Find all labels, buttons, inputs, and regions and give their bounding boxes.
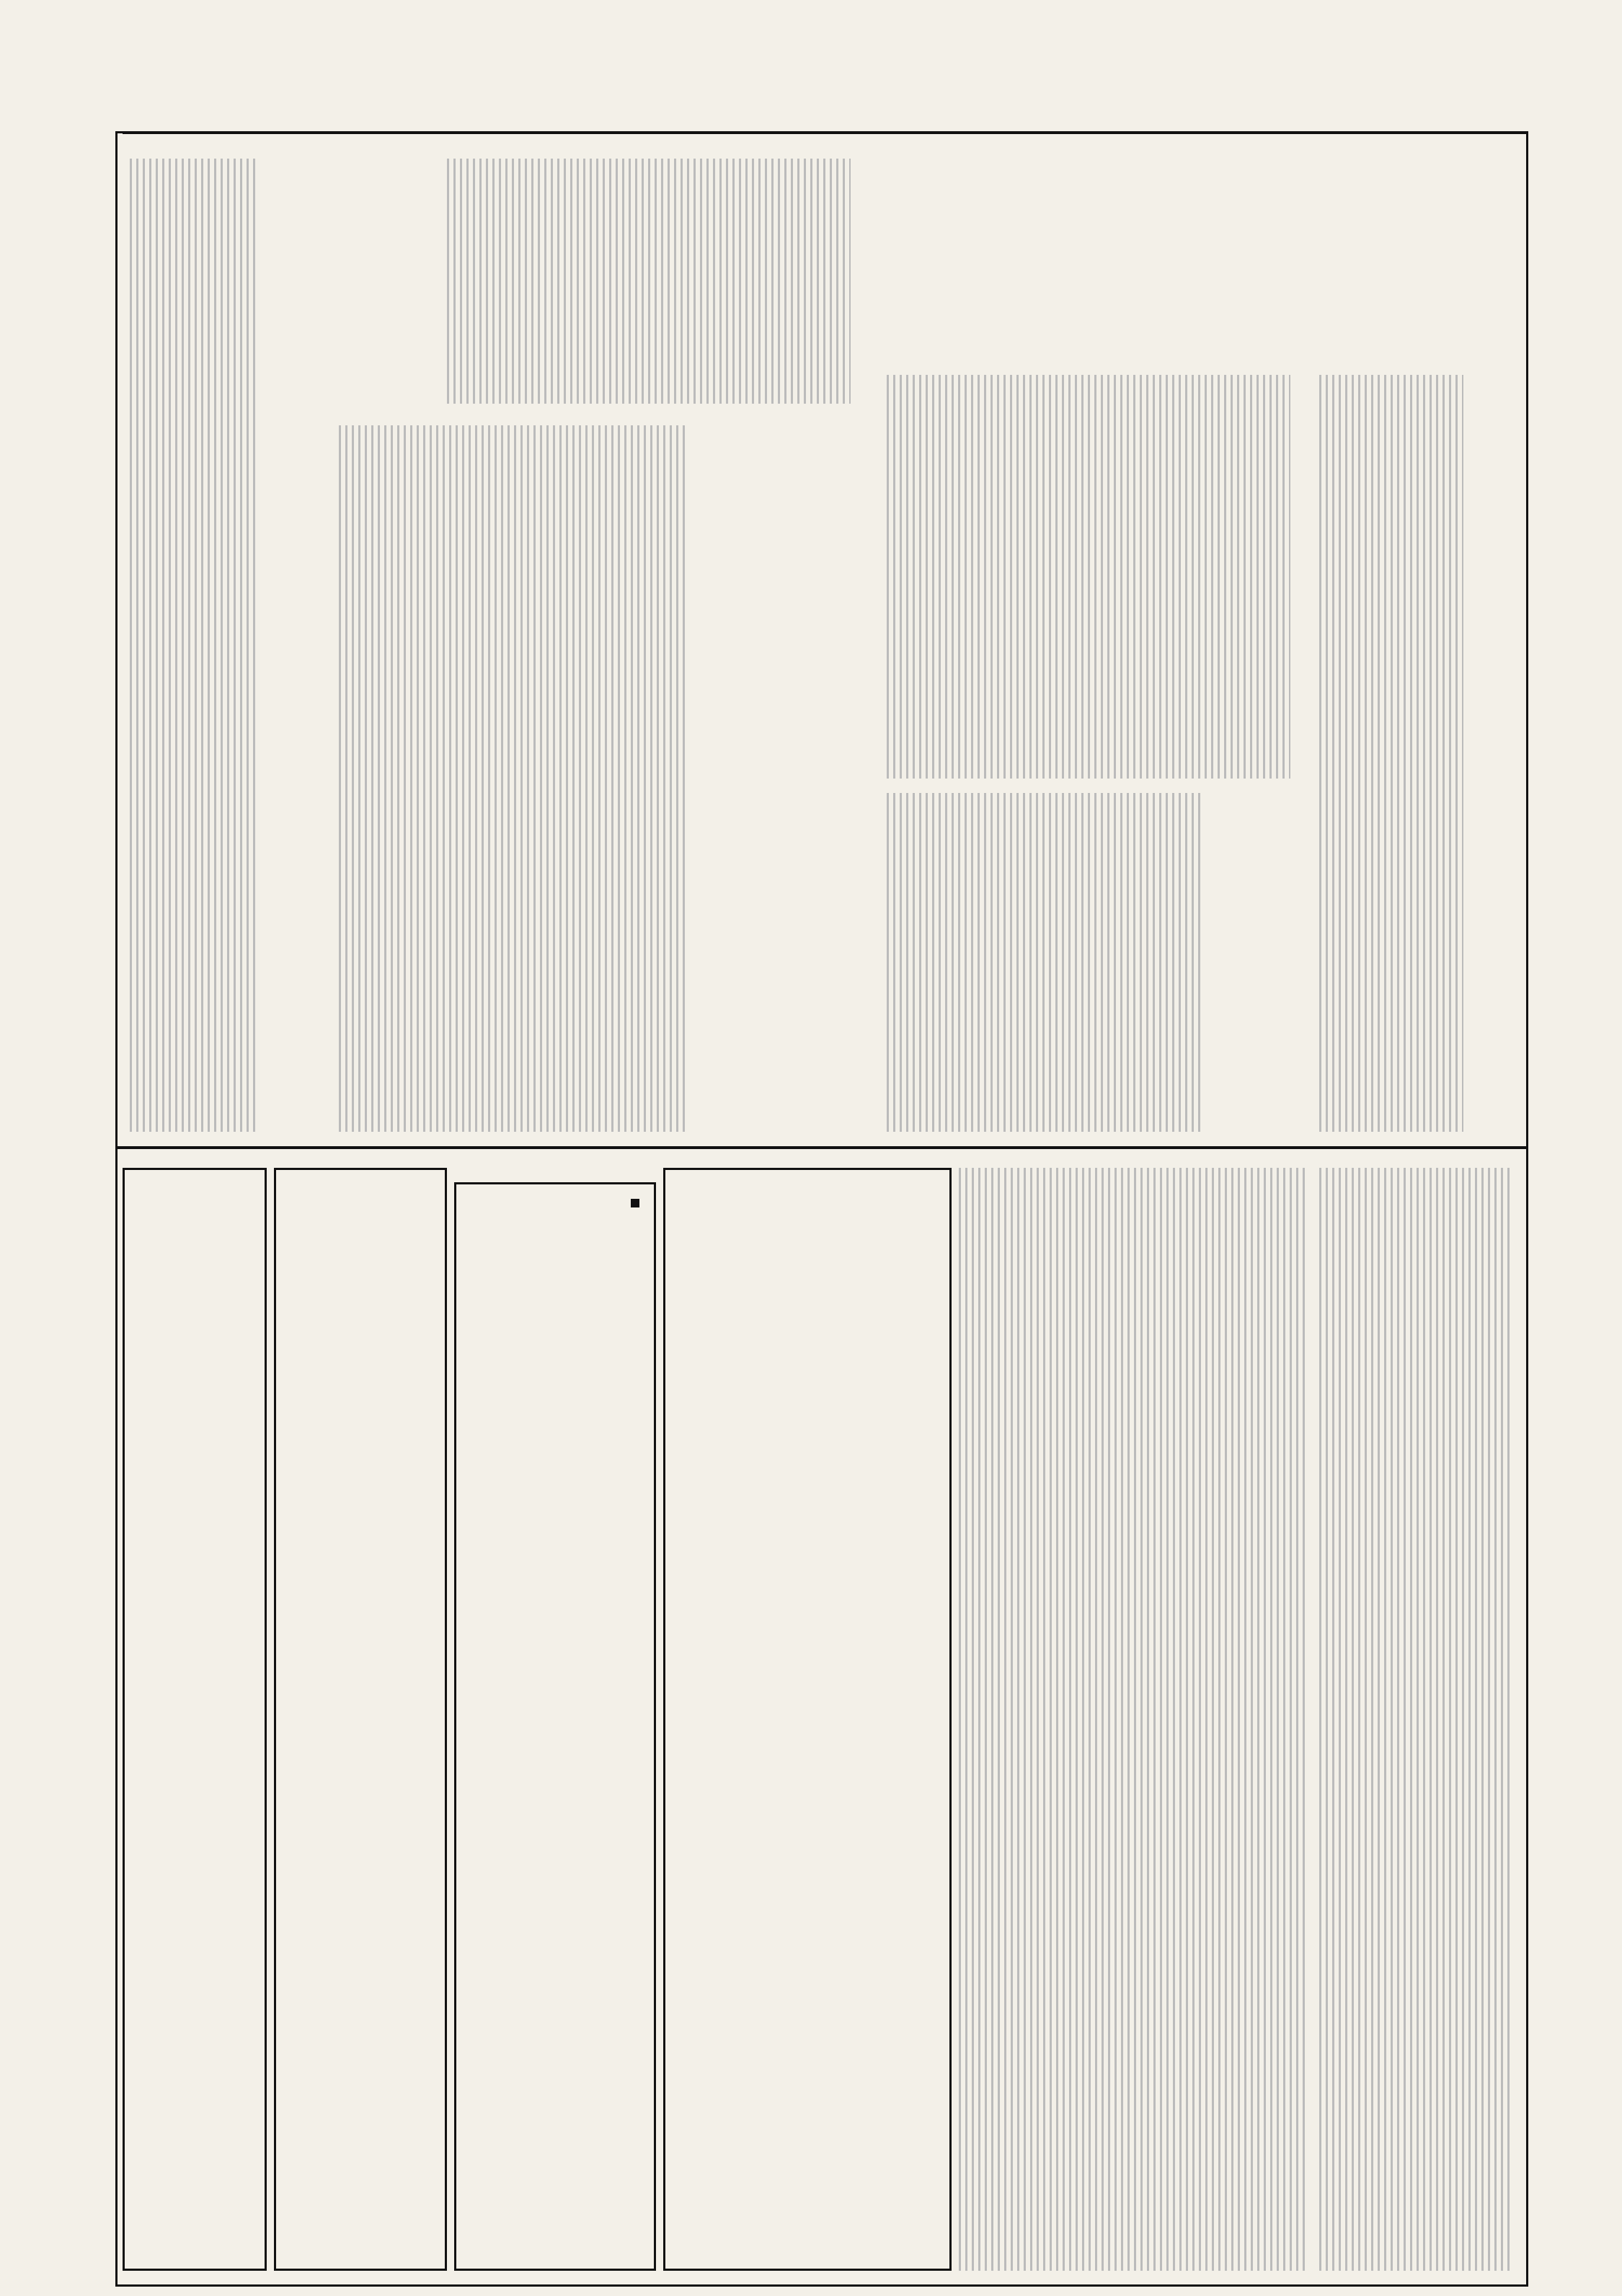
masthead bbox=[123, 81, 1528, 134]
obituary-ad bbox=[663, 1168, 952, 2271]
article-body-1 bbox=[1319, 375, 1463, 1132]
article-body-5 bbox=[130, 159, 260, 1132]
article-body-6 bbox=[887, 793, 1204, 1132]
relief-list bbox=[274, 1168, 447, 2271]
article-body-7 bbox=[1319, 1168, 1514, 2271]
article-body-3 bbox=[447, 159, 851, 404]
power-company-notice bbox=[123, 1168, 267, 2271]
article-body-4 bbox=[339, 425, 685, 1132]
article-body-2 bbox=[887, 375, 1290, 779]
section-divider bbox=[115, 1146, 1528, 1149]
theater-ad bbox=[454, 1182, 656, 2271]
theater-name bbox=[631, 1199, 639, 1207]
article-body-8 bbox=[959, 1168, 1305, 2271]
